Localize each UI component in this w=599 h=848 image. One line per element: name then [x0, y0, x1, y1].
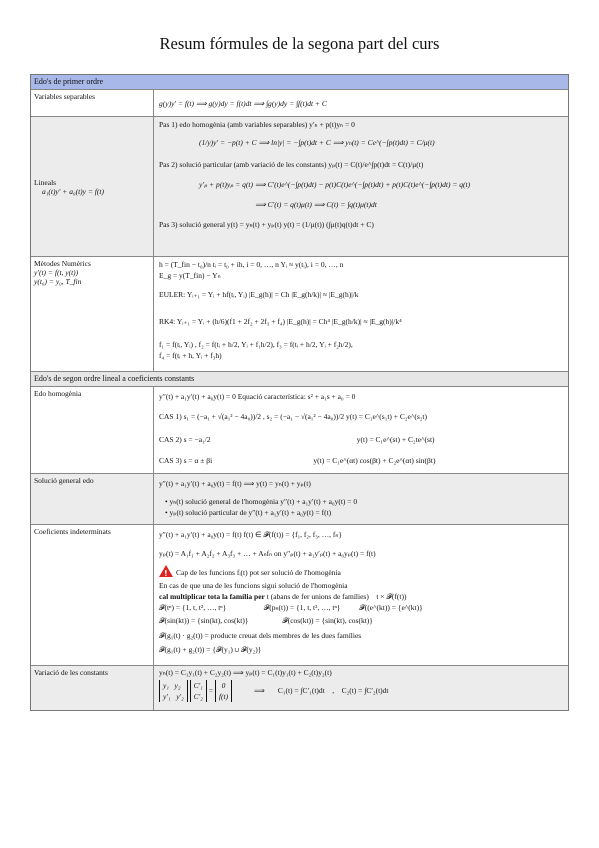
row-separable [31, 90, 568, 117]
row-label: Mètodes Numèrics y′(t) = f(t, y(t)) y(t₀) = y₀, T_fin [31, 257, 154, 371]
formula-line: cal multiplicar tota la família per t (abans de fer unions de famílies) t × 𝓕(f(t)) [159, 592, 407, 601]
formula-line: ⟹ C′(t) = q(t)μ(t) ⟹ C(t) = ∫q(t)μ(t)dt [255, 200, 377, 209]
row-content [154, 387, 568, 473]
warning-line: !Cap de les funcions fᵢ(t) pot ser solució de l'homogènia [159, 565, 563, 580]
formula-line: f₄ = f(tᵢ + h, Yᵢ + f₃h) [159, 351, 222, 360]
formula-line: y′ₚ + p(t)yₚ = q(t) ⟹ C′(t)e^(−∫p(t)dt) − p(t)C(t)e^(−∫p(t)dt) + p(t)C(t)e^(−∫p(t)dt) = q(t) [199, 180, 471, 189]
row-content [154, 474, 568, 524]
formula-line: 𝓕(sin(kt)) = {sin(kt), cos(kt)} 𝓕(cos(kt)) = {sin(kt), cos(kt)} [159, 616, 373, 625]
section-header-second-order: Edo's de segon ordre lineal a coeficients constants [31, 372, 568, 387]
formula-line: Pas 1) edo homogènia (amb variables separables) y′ₕ + p(t)yₕ = 0 [159, 120, 355, 129]
row-content [154, 257, 568, 371]
formula-line: RK4: Yᵢ₊₁ = Yᵢ + (h/6)(f1 + 2f₂ + 2f₃ + f₄) |E_g(h)| = Ch⁴ |E_g(h/k)| ≈ |E_g(h)|/k⁴ [159, 317, 402, 326]
row-label: Variables separables [31, 90, 154, 116]
formula-line: 𝓕(g₁(t) + g₂(t)) = {𝓕(y₁) ∪ 𝓕(y₂)} [159, 645, 262, 654]
formula-line: EULER: Yᵢ₊₁ = Yᵢ + hf(tᵢ, Yᵢ) |E_g(h)| = Ch |E_g(h/k)| ≈ |E_g(h)|/k [159, 290, 359, 299]
row-label: Variació de les constants [31, 666, 154, 710]
row-undetermined-coefficients [31, 525, 568, 666]
formula-line: E_g = y(T_fin) − Yₙ [159, 271, 221, 280]
row-content [154, 90, 568, 116]
matrix-equation: y₁ y₂ y′₁ y′₂ C′₁ C′₂ = 0 f(t) ⟹ C₁(t) = ∫C′₁(t)dt , C₂(t) = ∫C′₂(t)dt [159, 678, 563, 704]
row-content [154, 666, 568, 710]
matrix-unknowns: C′₁ C′₂ [190, 680, 207, 702]
formula-line: h = (T_fin − t₀)/n tᵢ = t₀ + ih, i = 0, …, n Yᵢ ≈ y(tᵢ), i = 0, …, n [159, 260, 344, 269]
formula-line: Pas 3) solució general y(t) = yₕ(t) + yₚ(t) y(t) = (1/μ(t)) (∫μ(t)q(t)dt + C) [159, 220, 374, 229]
row-variation-constants [31, 666, 568, 710]
section-header-first-order: Edo's de primer ordre [31, 75, 568, 90]
formula-line: CAS 3) s = α ± βi y(t) = C₁e^(αt) cos(βt) + C₂e^(αt) sin(βt) [159, 456, 436, 465]
page-title: Resum fórmules de la segona part del curs [159, 34, 440, 53]
row-label: Lineals a₁(t)y′ + a₀(t)y = f(t) [31, 117, 154, 256]
matrix-wronskian: y₁ y₂ y′₁ y′₂ [159, 680, 188, 702]
row-label: Solució general edo [31, 474, 154, 524]
row-label: Coeficients indeterminats [31, 525, 154, 665]
row-general-solution [31, 474, 568, 525]
formula-line: yₚ(t) = A₁f₁ + A₂f₂ + A₃f₃ + … + Aₙfₙ on y″ₚ(t) + a₁y′ₚ(t) + a₀yₚ(t) = f(t) [159, 549, 376, 558]
formula-line: f₁ = f(tᵢ, Yᵢ) , f₂ = f(tᵢ + h/2, Yᵢ + f₁h/2), f₃ = f(tᵢ + h/2, Yᵢ + f₂h/2), [159, 340, 353, 349]
formula-line: Pas 2) solució particular (amb variació de les constants) yₚ(t) = C(t)/e^∫p(t)dt = C(t)/μ(t) [159, 160, 424, 169]
formula-line: yₕ(t) = C₁y₁(t) + C₂y₂(t) ⟹ yₚ(t) = C₁(t)y₁(t) + C₂(t)y₂(t) [159, 668, 332, 677]
formula-line: y″(t) + a₁y′(t) + a₀y(t) = f(t) ⟹ y(t) = yₕ(t) + yₚ(t) [159, 479, 311, 488]
formula-line: y″(t) + a₁y′(t) + a₀y(t) = 0 Equació característica: s² + a₁s + a₀ = 0 [159, 392, 356, 401]
formula-line: 𝓕(g₁(t) · g₂(t)) = producte creuat dels membres de les dues famílies [159, 631, 362, 640]
formula-line: y″(t) + a₁y′(t) + a₀y(t) = f(t) f(t) ∈ 𝓕(f(t)) = {f₁, f₂, f₃, …, fₙ} [159, 530, 342, 539]
row-content [154, 525, 568, 665]
matrix-rhs: 0 f(t) [215, 680, 232, 702]
row-homogeneous [31, 387, 568, 474]
bullet-item: • yₕ(t) solució general de l'homogènia y″(t) + a₁y′(t) + a₀y(t) = 0 [165, 497, 358, 506]
row-label: Edo homogènia [31, 387, 154, 473]
row-content [154, 117, 568, 256]
formula-line: (1/y)y′ = −p(t) + C ⟹ ln|y| = −∫p(t)dt + C ⟹ yₕ(t) = Ce^(−∫p(t)dt) = C/μ(t) [199, 138, 435, 147]
row-numeric-methods [31, 257, 568, 372]
formula-line: CAS 1) s₁ = (−a₁ + √(a₁² − 4a₀))/2 , s₂ = (−a₁ − √(a₁² − 4a₀))/2 y(t) = C₁e^(s₁t) + C₂e^(s₂t) [159, 412, 427, 421]
warning-icon [159, 565, 173, 577]
formula-line: 𝓕(tⁿ) = {1, t, t², …, tⁿ} 𝓕(pₙ(t)) = {1, t, t², …, tⁿ} 𝓕((e^(kt)) = {e^(kt)} [159, 603, 423, 612]
formula-line: En cas de que una de les funcions sigui solució de l'homogènia [159, 581, 348, 590]
formula-table [30, 74, 569, 711]
bullet-item: • yₚ(t) solució particular de y″(t) + a₁y′(t) + a₀y(t) = f(t) [165, 508, 332, 517]
formula-line: CAS 2) s = −a₁/2 y(t) = C₁e^(st) + C₂te^(st) [159, 435, 435, 444]
row-linear [31, 117, 568, 257]
formula-line: g(y)y′ = f(t) ⟹ g(y)dy = f(t)dt ⟹ ∫g(y)dy = ∫f(t)dt + C [159, 99, 327, 108]
